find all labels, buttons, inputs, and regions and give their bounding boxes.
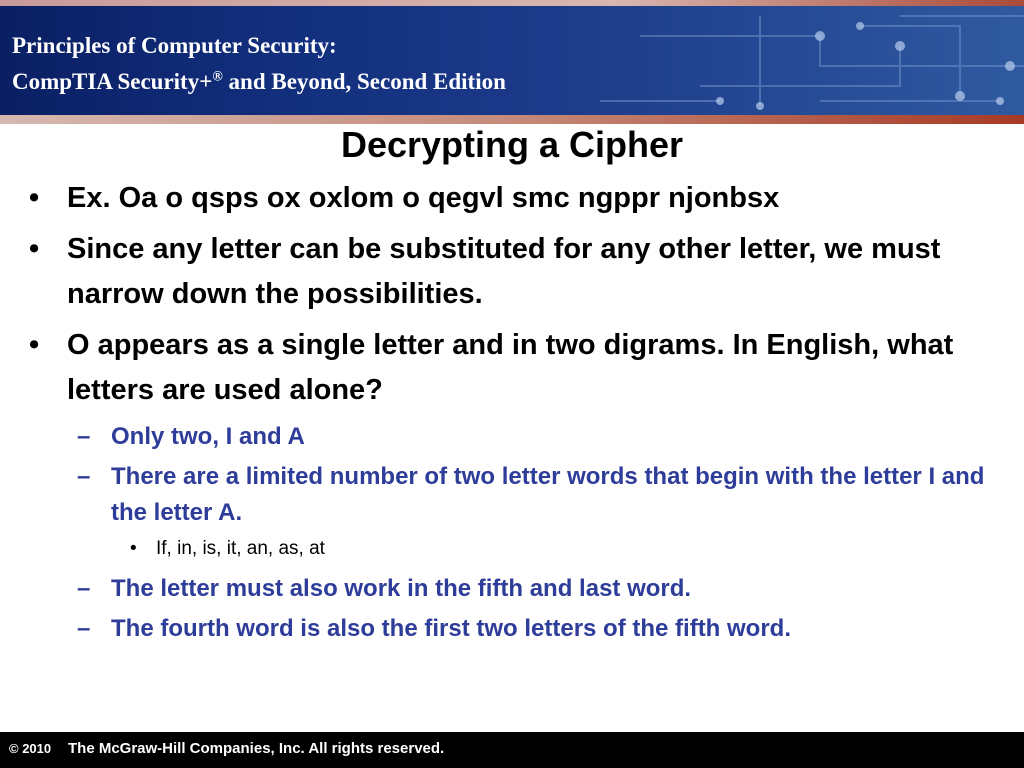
sub-bullet-item xyxy=(0,611,1024,647)
bullet-marker: • xyxy=(29,233,40,265)
bullet-marker: • xyxy=(130,538,137,559)
sub-bullet-item xyxy=(0,419,1024,455)
bullet-item xyxy=(0,176,1024,221)
book-title-product: CompTIA Security+ xyxy=(12,69,213,94)
sub-bullet-text: Only two, I and A xyxy=(111,423,305,450)
bullet-text: O appears as a single letter and in two digrams. In English, what letters are used alone? xyxy=(67,329,954,406)
sub-bullet-item xyxy=(0,571,1024,607)
copyright-notice: © 2010 xyxy=(9,741,52,756)
sub-bullet-text: The fourth word is also the first two letters of the fifth word. xyxy=(111,615,792,642)
bullet-item xyxy=(0,227,1024,317)
book-title-line-2 xyxy=(12,64,506,100)
bullet-item xyxy=(0,323,1024,413)
sub-sub-bullet-text: If, in, is, it, an, as, at xyxy=(156,538,325,559)
bullet-text: Since any letter can be substituted for any other letter, we must narrow down the possibilities. xyxy=(67,233,941,310)
dash-marker: – xyxy=(77,615,91,642)
header-banner xyxy=(0,0,1024,124)
book-title-edition: and Beyond, Second Edition xyxy=(222,69,506,94)
bullet-marker: • xyxy=(29,182,40,214)
sub-bullet-text: There are a limited number of two letter words that begin with the letter I and the letter A. xyxy=(111,463,985,526)
bullet-text: Ex. Oa o qsps ox oxlom o qegvl smc ngppr njonbsx xyxy=(67,182,780,214)
footer-bar xyxy=(0,732,1024,768)
dash-marker: – xyxy=(77,463,91,490)
book-title xyxy=(12,28,506,100)
bullet-marker: • xyxy=(29,329,40,361)
book-title-line-1: Principles of Computer Security: xyxy=(12,33,337,58)
slide-title: Decrypting a Cipher xyxy=(340,124,684,165)
sub-sub-bullet-item xyxy=(0,535,1024,563)
company-notice: The McGraw-Hill Companies, Inc. All rights reserved. xyxy=(68,740,445,757)
sub-bullet-text: The letter must also work in the fifth and last word. xyxy=(111,575,692,602)
dash-marker: – xyxy=(77,575,91,602)
registered-mark: ® xyxy=(212,69,223,85)
dash-marker: – xyxy=(77,423,91,450)
slide-body xyxy=(0,176,1024,651)
sub-bullet-item xyxy=(0,459,1024,531)
